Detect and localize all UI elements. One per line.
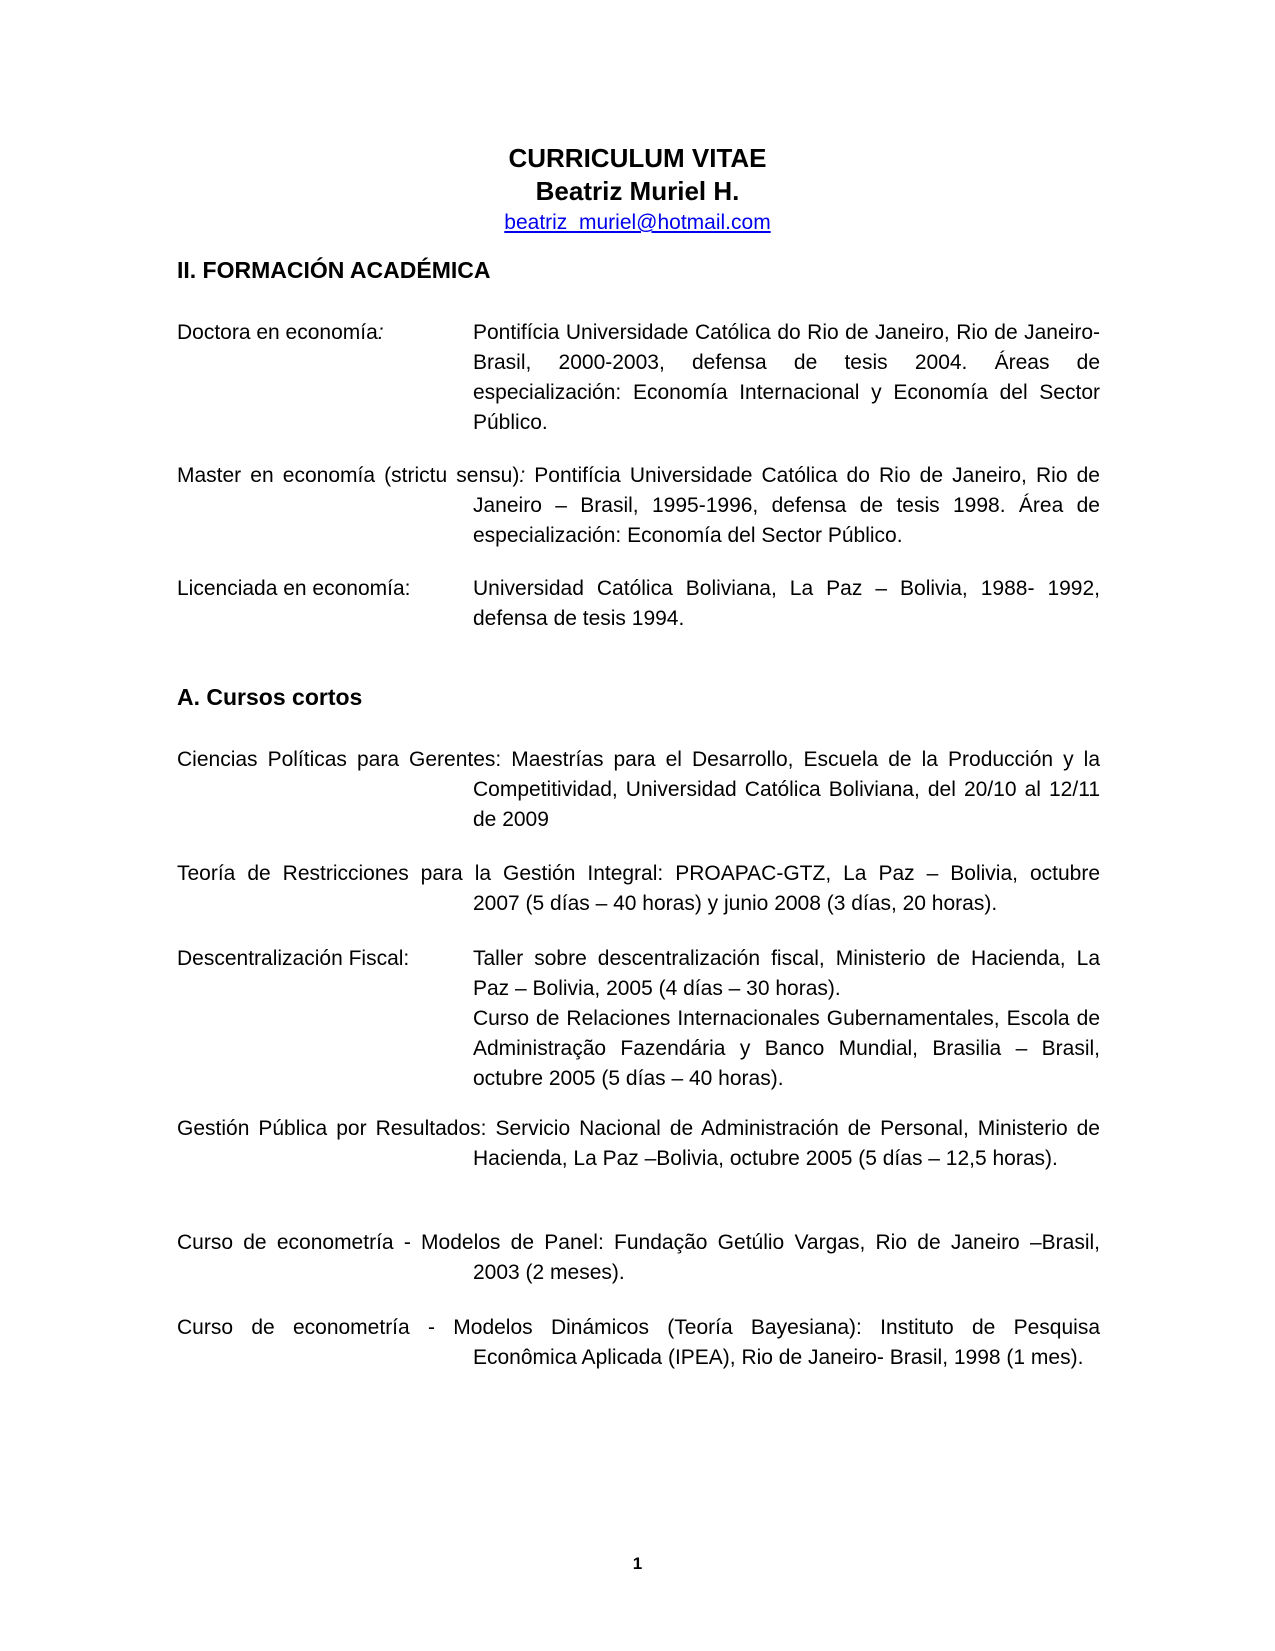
cv-header — [0, 142, 1275, 238]
entry-continuation: 2007 (5 días – 40 horas) y junio 2008 (3 días, 20 horas). — [473, 892, 998, 915]
entry-gestion-publica — [177, 1114, 1100, 1174]
person-name: Beatriz Muriel H. — [535, 176, 740, 206]
entry-label: Descentralización Fiscal: — [177, 947, 410, 970]
entry-first-line: Gestión Pública por Resultados: Servicio Nacional de Administración de Personal, Ministerio de — [177, 1117, 1100, 1140]
entry-text: Universidad Católica Boliviana, La Paz – Bolivia, 1988- 1992, defensa de tesis 1994. — [473, 577, 1100, 630]
entry-first-line: Teoría de Restricciones para la Gestión Integral: PROAPAC-GTZ, La Paz – Bolivia, octubre — [177, 862, 1100, 885]
entry-text: Taller sobre descentralización fiscal, Ministerio de Hacienda, La Paz – Bolivia, 2005 (4 días – 30 horas). Curso de Relaciones Internacionales Gubernamentales, Escola de Administração Fazendária y Banco Mundial, Brasilia – Brasil, octubre 2005 (5 días – 40 horas). — [473, 947, 1100, 1090]
entry-master — [177, 461, 1100, 551]
section-heading-formacion: II. FORMACIÓN ACADÉMICA — [177, 257, 491, 283]
entry-continuation: Competitividad, Universidad Católica Boliviana, del 20/10 al 12/11 de 2009 — [473, 778, 1100, 831]
entry-continuation: 2003 (2 meses). — [473, 1261, 625, 1284]
entry-licenciatura — [177, 574, 1100, 634]
page-number: 1 — [632, 1554, 643, 1573]
entry-label: Licenciada en economía: — [177, 577, 411, 600]
entry-first-line: Ciencias Políticas para Gerentes: Maestrías para el Desarrollo, Escuela de la Producción y la — [177, 748, 1100, 771]
entry-descentralizacion-fiscal — [177, 944, 1100, 1094]
email-link[interactable]: beatriz_muriel@hotmail.com — [504, 211, 771, 234]
entry-doctorado — [177, 318, 1100, 438]
entry-modelos-panel — [177, 1228, 1100, 1288]
entry-ciencias-politicas — [177, 745, 1100, 835]
entry-teoria-restricciones — [177, 859, 1100, 919]
document-title: CURRICULUM VITAE — [508, 143, 767, 173]
entry-first-line: Curso de econometría - Modelos de Panel: Fundação Getúlio Vargas, Rio de Janeiro –Brasil, — [177, 1231, 1100, 1254]
entry-continuation: Econômica Aplicada (IPEA), Rio de Janeiro- Brasil, 1998 (1 mes). — [473, 1346, 1084, 1369]
entry-first-line: Curso de econometría - Modelos Dinámicos (Teoría Bayesiana): Instituto de Pesquisa — [177, 1316, 1100, 1339]
entry-modelos-dinamicos — [177, 1313, 1100, 1373]
entry-first-line: Master en economía (strictu sensu): Pontifícia Universidade Católica do Rio de Janeiro, Rio de — [177, 464, 1100, 487]
entry-text: Pontifícia Universidade Católica do Rio de Janeiro, Rio de Janeiro-Brasil, 2000-2003, defensa de tesis 2004. Áreas de especialización: Economía Internacional y Economía del Sector Público. — [473, 321, 1100, 434]
entry-continuation: Janeiro – Brasil, 1995-1996, defensa de tesis 1998. Área de especialización: Economía del Sector Público. — [473, 494, 1100, 547]
section-heading-cursos: A. Cursos cortos — [177, 684, 363, 710]
entry-continuation: Hacienda, La Paz –Bolivia, octubre 2005 (5 días – 12,5 horas). — [473, 1147, 1058, 1170]
entry-label: Doctora en economía: — [177, 321, 384, 344]
